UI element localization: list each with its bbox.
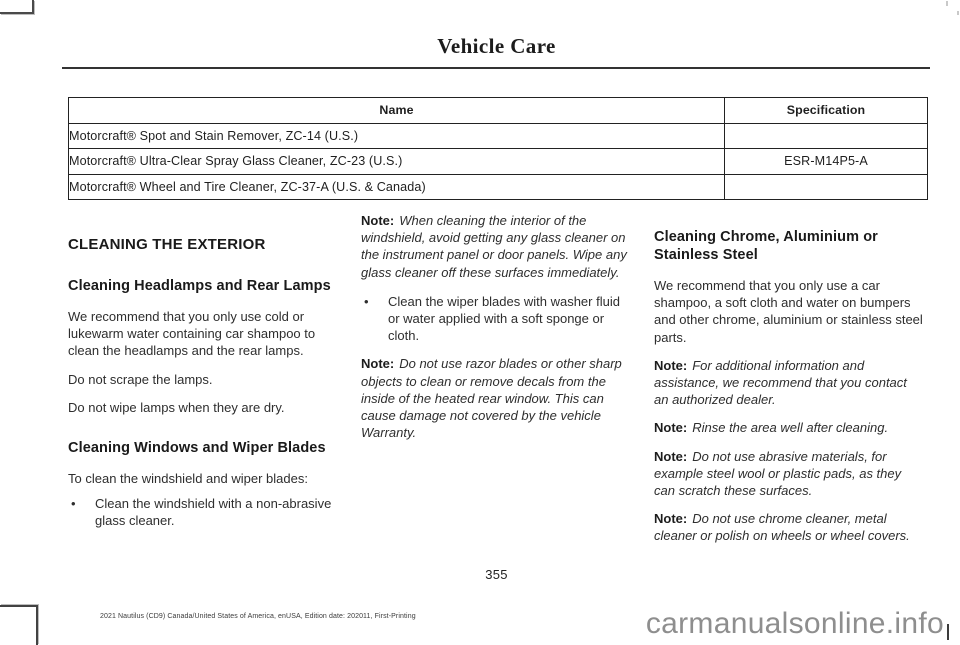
note-label: Note:: [361, 213, 395, 228]
column-middle: [361, 212, 631, 545]
table-header-name: Name: [69, 98, 725, 124]
column-right: [654, 212, 924, 545]
site-watermark: carmanualsonline.info: [645, 607, 944, 640]
note-text: For additional information and assistance, we recommend that you contact an authorized dealer.: [654, 357, 907, 408]
note-label: Note:: [654, 357, 688, 373]
note-paragraph: [654, 419, 924, 436]
paragraph: Do not wipe lamps when they are dry.: [68, 399, 285, 415]
subsection-heading-windows-wipers: Cleaning Windows and Wiper Blades: [68, 440, 326, 457]
table-row: [69, 123, 928, 149]
page-number: 355: [485, 567, 508, 582]
table-header-row: [69, 98, 928, 124]
product-name-cell: Motorcraft® Wheel and Tire Cleaner, ZC-37-A (U.S. & Canada): [69, 174, 725, 200]
note-paragraph: [654, 448, 924, 500]
table-header-specification: Specification: [725, 98, 928, 124]
list-item: [361, 293, 631, 345]
edition-imprint: 2021 Nautilus (CD9) Canada/United States of America, enUSA, Edition date: 202011, First-Printing: [100, 613, 416, 620]
note-paragraph: [654, 357, 924, 409]
scan-tick-mark-top-right: [957, 11, 959, 15]
table-row: [69, 149, 928, 175]
note-text: Rinse the area well after cleaning.: [692, 420, 889, 436]
scan-corner-mark-bottom-left: [0, 605, 38, 645]
note-text: When cleaning the interior of the windshield, avoid getting any glass cleaner on the instrument panel or door panels. Wipe any glass cleaner off these surfaces immediately.: [361, 213, 627, 280]
note-text: Do not use chrome cleaner, metal cleaner or polish on wheels or wheel covers.: [654, 511, 910, 544]
subsection-heading-headlamps: Cleaning Headlamps and Rear Lamps: [68, 278, 331, 294]
title-divider: [62, 67, 930, 69]
list-item-text: Clean the windshield with a non-abrasive glass cleaner.: [95, 496, 332, 529]
paragraph: To clean the windshield and wiper blades:: [68, 471, 308, 487]
note-paragraph: [361, 212, 631, 281]
product-spec-cell: [725, 123, 928, 149]
bullet-icon: •: [364, 293, 369, 309]
bullet-icon: •: [71, 496, 76, 512]
scan-tick-mark-top-right: [946, 1, 948, 6]
note-text: Do not use abrasive materials, for example steel wool or plastic pads, as they can scratch these surfaces.: [654, 448, 902, 499]
body-columns: [68, 212, 925, 545]
scan-corner-mark-top-left: [0, 0, 34, 14]
note-label: Note:: [654, 448, 688, 464]
list-item: [68, 495, 338, 529]
section-heading-cleaning-the-exterior: CLEANING THE EXTERIOR: [68, 236, 266, 253]
note-label: Note:: [654, 420, 688, 436]
paragraph: We recommend that you only use a car shampoo, a soft cloth and water on bumpers and other chrome, aluminium or stainless steel parts.: [654, 278, 923, 345]
page-title: Vehicle Care: [437, 34, 556, 58]
product-name-cell: Motorcraft® Spot and Stain Remover, ZC-14 (U.S.): [69, 123, 725, 149]
product-spec-cell: [725, 174, 928, 200]
subsection-heading-chrome: Cleaning Chrome, Aluminium or Stainless Steel: [654, 229, 878, 263]
product-spec-cell: ESR-M14P5-A: [725, 149, 928, 175]
paragraph: Do not scrape the lamps.: [68, 371, 213, 387]
note-label: Note:: [361, 356, 395, 372]
paragraph: We recommend that you only use cold or lukewarm water containing car shampoo to clean the headlamps and the rear lamps.: [68, 309, 316, 359]
specification-table: [68, 97, 928, 200]
list-item-text: Clean the wiper blades with washer fluid or water applied with a soft sponge or cloth.: [388, 293, 620, 344]
note-text: Do not use razor blades or other sharp objects to clean or remove decals from the inside of the heated rear window. This can cause damage not covered by the vehicle Warranty.: [361, 356, 622, 441]
column-left: [68, 212, 338, 545]
note-label: Note:: [654, 511, 688, 527]
table-row: [69, 174, 928, 200]
scan-cursor-mark: [947, 624, 949, 640]
product-name-cell: Motorcraft® Ultra-Clear Spray Glass Cleaner, ZC-23 (U.S.): [69, 149, 725, 175]
note-paragraph: [654, 510, 924, 544]
note-paragraph: [361, 355, 631, 441]
